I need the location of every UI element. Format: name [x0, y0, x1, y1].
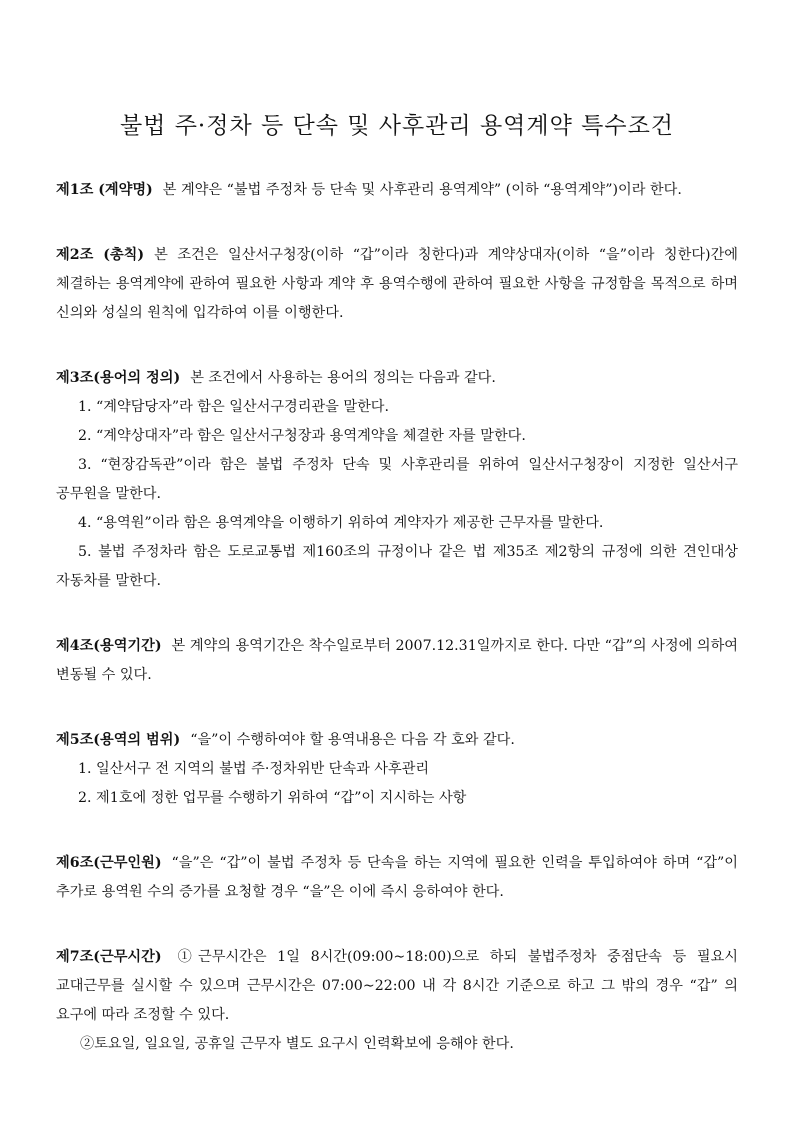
article-paragraph: [56, 364, 738, 393]
list-item: 5. 불법 주정차라 함은 도로교통법 제160조의 규정이나 같은 법 제35조 제2항의 규정에 의한 견인대상 자동차를 말한다.: [56, 544, 738, 589]
article-text: 본 계약은 “불법 주정차 등 단속 및 사후관리 용역계약” (이하 “용역계약”)이라 한다.: [162, 182, 682, 198]
article-3: [56, 364, 738, 596]
list-item: 1. “계약담당자”라 함은 일산서구경리관을 말한다.: [78, 399, 389, 415]
list-item: 3. “현장감독관”이라 함은 불법 주정차 단속 및 사후관리를 위하여 일산서구청장이 지정한 일산서구 공무원을 말한다.: [56, 457, 738, 502]
article-text: “을”이 수행하여야 할 용역내용은 다음 각 호와 같다.: [190, 732, 515, 748]
article-paragraph: [56, 241, 738, 328]
article-7: [56, 943, 738, 1059]
article-heading: 제1조 (계약명): [56, 182, 153, 198]
article-4: [56, 632, 738, 690]
article-text: 본 조건에서 사용하는 용어의 정의는 다음과 같다.: [190, 370, 496, 386]
article-paragraph: [56, 849, 738, 907]
sub-paragraph: ②토요일, 일요일, 공휴일 근무자 별도 요구시 인력확보에 응해야 한다.: [80, 1036, 514, 1052]
list-item: 2. 제1호에 정한 업무를 수행하기 위하여 “갑”이 지시하는 사항: [78, 790, 467, 806]
list-item: 1. 일산서구 전 지역의 불법 주·정차위반 단속과 사후관리: [78, 761, 430, 777]
article-text: ①근무시간은 1일 8시간(09:00∼18:00)으로 하되 불법주정차 중점단속 등 필요시 교대근무를 실시할 수 있으며 근무시간은 07:00∼22:00 내 각 8시간 기준으로 하고 그 밖의 경우 “갑” 의 요구에 따라 조정할 수 있다.: [56, 949, 738, 1023]
article-text: “을”은 “갑”이 불법 주정차 등 단속을 하는 지역에 필요한 인력을 투입하여야 하며 “갑”이 추가로 용역원 수의 증가를 요청할 경우 “을”은 이에 즉시 응하여야 한다.: [56, 855, 738, 900]
article-heading: 제3조(용어의 정의): [56, 370, 181, 386]
article-heading: 제6조(근무인원): [56, 855, 162, 871]
article-paragraph: [56, 943, 738, 1030]
article-text: 본 조건은 일산서구청장(이하 “갑”이라 칭한다)과 계약상대자(이하 “을”이라 칭한다)간에 체결하는 용역계약에 관하여 필요한 사항과 계약 후 용역수행에 관하여 필요한 사항을 규정함을 목적으로 하며 신의와 성실의 원칙에 입각하여 이를 이행한다.: [56, 247, 738, 321]
article-heading: 제7조(근무시간): [56, 949, 162, 965]
article-5: [56, 726, 738, 813]
article-1: [56, 176, 738, 205]
article-paragraph: [56, 726, 738, 755]
list-item: 4. “용역원”이라 함은 용역계약을 이행하기 위하여 계약자가 제공한 근무자를 말한다.: [78, 515, 604, 531]
article-heading: 제5조(용역의 범위): [56, 732, 181, 748]
article-6: [56, 849, 738, 907]
article-paragraph: [56, 176, 738, 205]
document-title: 불법 주·정차 등 단속 및 사후관리 용역계약 특수조건: [119, 113, 675, 139]
article-heading: 제4조(용역기간): [56, 638, 162, 654]
article-text: 본 계약의 용역기간은 착수일로부터 2007.12.31일까지로 한다. 다만 “갑”의 사정에 의하여 변동될 수 있다.: [56, 638, 738, 683]
list-item: 2. “계약상대자”라 함은 일산서구청장과 용역계약을 체결한 자를 말한다.: [78, 428, 526, 444]
article-heading: 제2조 (총칙): [56, 247, 145, 263]
article-2: [56, 241, 738, 328]
article-paragraph: [56, 632, 738, 690]
